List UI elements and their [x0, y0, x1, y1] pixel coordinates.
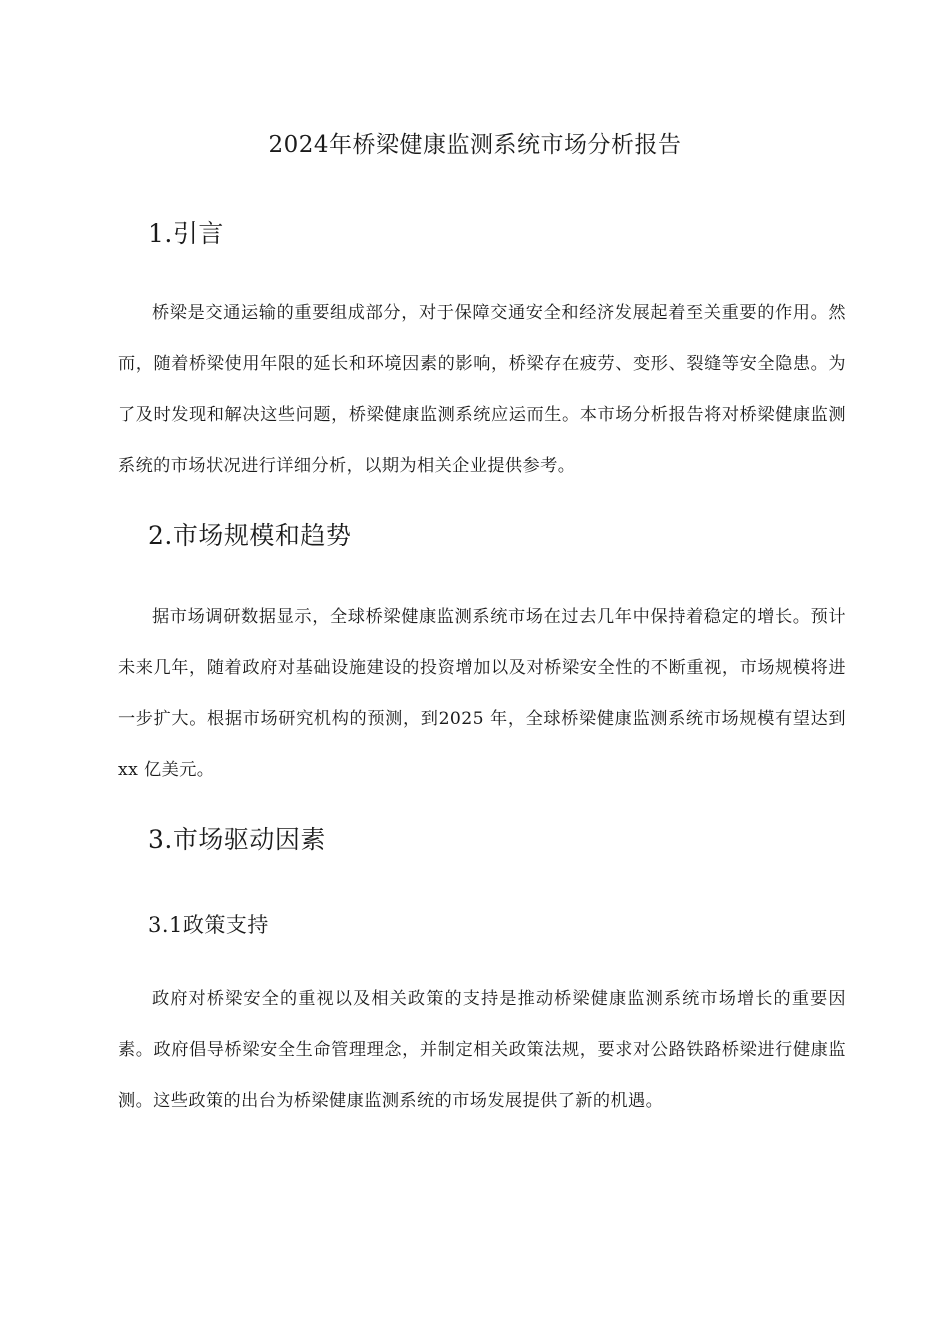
section-heading-market-size: 2.市场规模和趋势 — [148, 521, 352, 550]
section-heading-introduction: 1.引言 — [148, 219, 224, 248]
subsection-heading-policy-support: 3.1政策支持 — [148, 913, 269, 937]
paragraph-introduction: 桥梁是交通运输的重要组成部分，对于保障交通安全和经济发展起着至关重要的作用。然而，随着桥梁使用年限的延长和环境因素的影响，桥梁存在疲劳、变形、裂缝等安全隐患。为了及时发现和解决这些问题，桥梁健康监测系统应运而生。本市场分析报告将对桥梁健康监测系统的市场状况进行详细分析，以期为相关企业提供参考。 — [118, 303, 846, 476]
section-heading-market-drivers: 3.市场驱动因素 — [148, 825, 326, 854]
paragraph-market-size: 据市场调研数据显示，全球桥梁健康监测系统市场在过去几年中保持着稳定的增长。预计未来几年，随着政府对基础设施建设的投资增加以及对桥梁安全性的不断重视，市场规模将进一步扩大。根据市场研究机构的预测，到2025 年，全球桥梁健康监测系统市场规模有望达到xx 亿美元。 — [118, 607, 846, 780]
document-title: 2024年桥梁健康监测系统市场分析报告 — [268, 132, 682, 158]
paragraph-policy-support: 政府对桥梁安全的重视以及相关政策的支持是推动桥梁健康监测系统市场增长的重要因素。政府倡导桥梁安全生命管理理念，并制定相关政策法规，要求对公路铁路桥梁进行健康监测。这些政策的出台为桥梁健康监测系统的市场发展提供了新的机遇。 — [118, 989, 846, 1111]
